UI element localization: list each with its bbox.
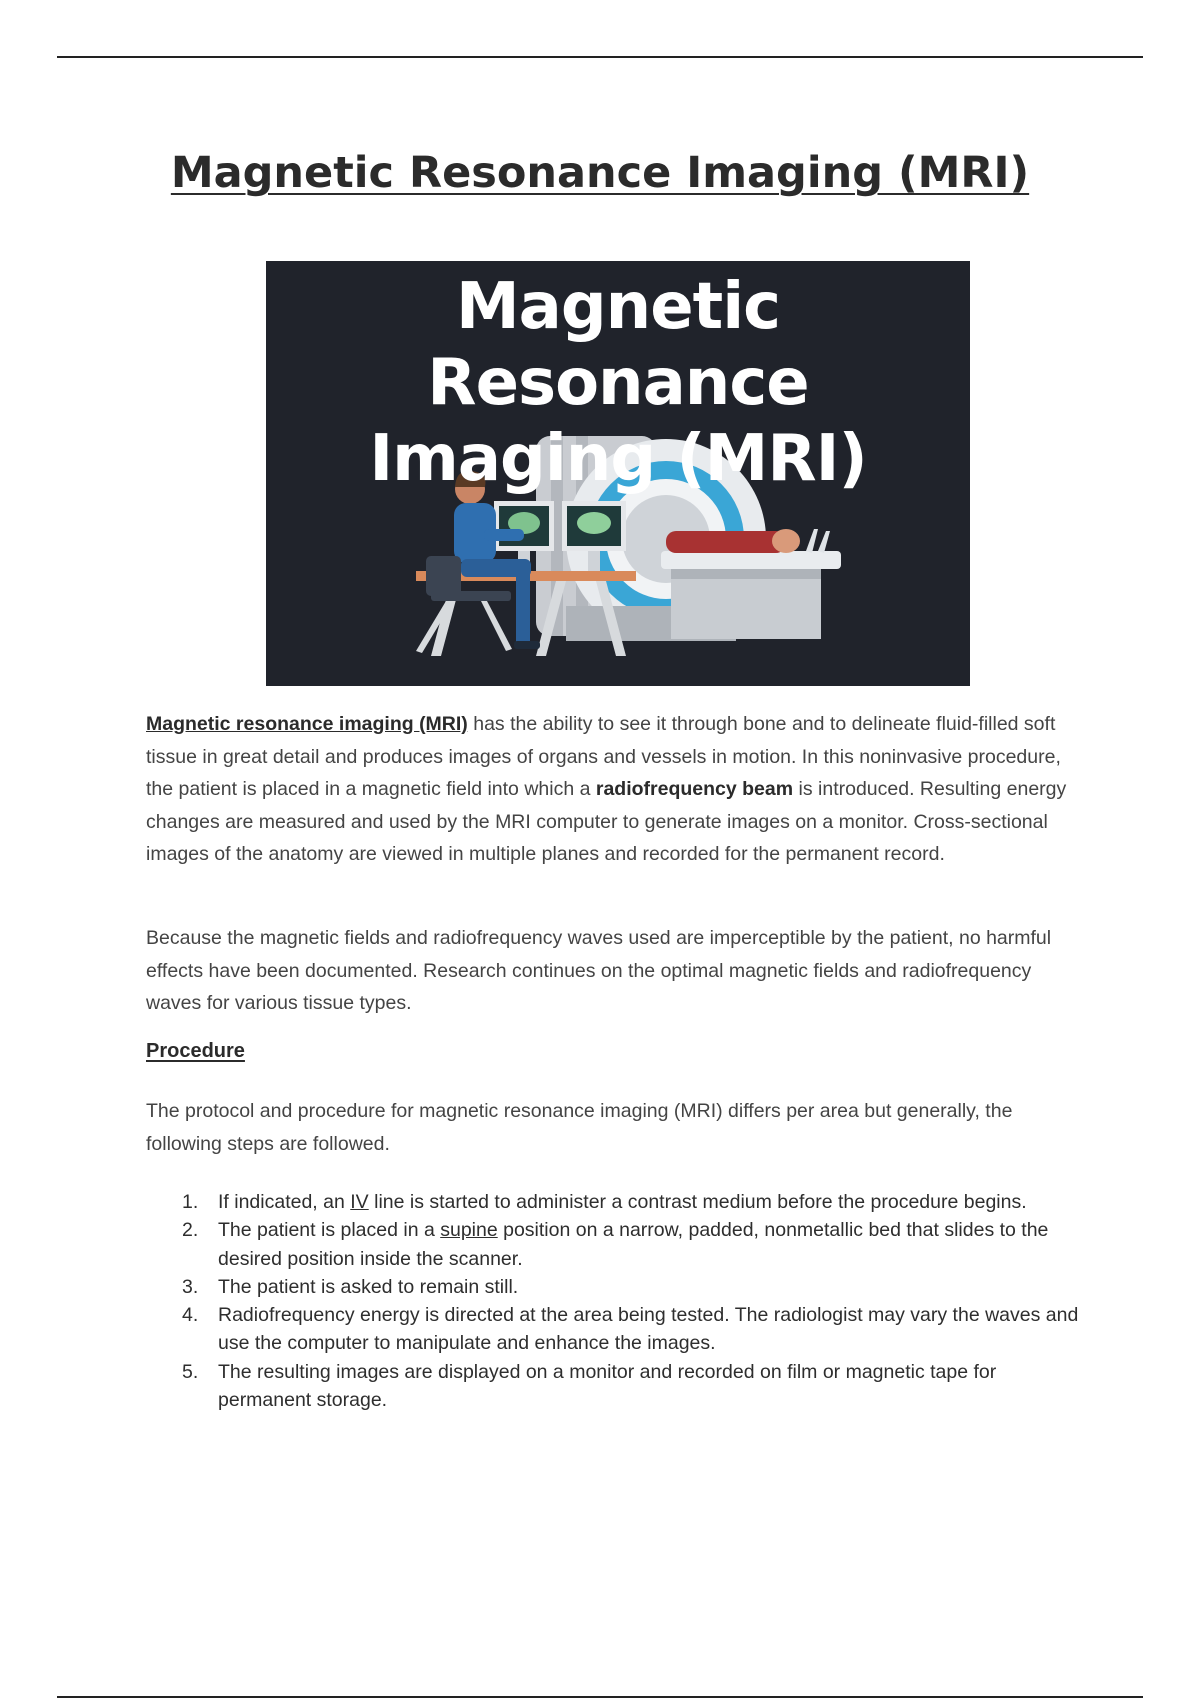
step-text: Radiofrequency energy is directed at the area being tested. The radiologist may vary the waves and use the computer to manipulate and enhance the images. [218,1304,1079,1355]
step-text: The patient is asked to remain still. [218,1275,519,1298]
step-text: line is started to administer a contrast medium before the procedure begins. [368,1191,1027,1213]
step-number: 3. [182,1275,199,1298]
iv-term: IV [350,1191,369,1213]
top-rule [57,56,1143,58]
supine-term: supine [440,1219,498,1242]
step-text: The resulting images are displayed on a monitor and recorded on film or magnetic tape for permanent storage. [218,1360,997,1412]
radiofrequency-beam-term: radiofrequency beam [595,778,794,800]
hero-line-2: Imaging (MRI) [369,422,867,496]
step-text: position on a narrow, padded, nonmetallic bed that slides to the desired position inside the scanner. [218,1219,1049,1270]
step-number: 5. [182,1360,199,1383]
list-item [146,1301,1090,1358]
patient [666,531,786,553]
patient-bed [661,551,841,569]
hero-line-1: Magnetic Resonance [427,270,809,420]
intro-text-a: has the ability to see it through bone and to delineate fluid-filled soft tissue in great detail and produces images of organs and vessels in motion. In this noninvasive procedure, the patient is placed in a magnetic field into which a [146,713,1061,800]
procedure-intro: The protocol and procedure for magnetic resonance imaging (MRI) differs per area but generally, the following steps are followed. [146,1100,1013,1155]
mri-term: Magnetic resonance imaging (MRI) [146,713,468,735]
hero-heading [266,269,970,497]
step-number: 4. [182,1304,199,1327]
intro-paragraph [146,708,1090,871]
step-number: 2. [182,1219,199,1242]
intro-text-b: is introduced. Resulting energy changes are measured and used by the MRI computer to generate images on a monitor. Cross-sectional images of the anatomy are viewed in multiple planes and recorded for the permanent record. [146,778,1067,865]
list-item [146,1188,1090,1216]
page-title: Magnetic Resonance Imaging (MRI) [170,148,1030,198]
bottom-rule [57,1696,1143,1698]
list-item [146,1273,1090,1301]
step-number: 1. [182,1191,199,1213]
safety-paragraph: Because the magnetic fields and radiofrequency waves used are imperceptible by the patient, no harmful effects have been documented. Research continues on the optimal magnetic fields and radiofrequency waves for various tissue types. [146,927,1052,1014]
mri-hero-image [266,261,970,686]
list-item [146,1358,1090,1415]
step-text: If indicated, an [218,1191,351,1213]
chair [426,556,461,596]
procedure-heading: Procedure [146,1040,245,1062]
procedure-steps [146,1188,1090,1414]
step-text: The patient is placed in a [218,1219,441,1242]
list-item [146,1216,1090,1273]
